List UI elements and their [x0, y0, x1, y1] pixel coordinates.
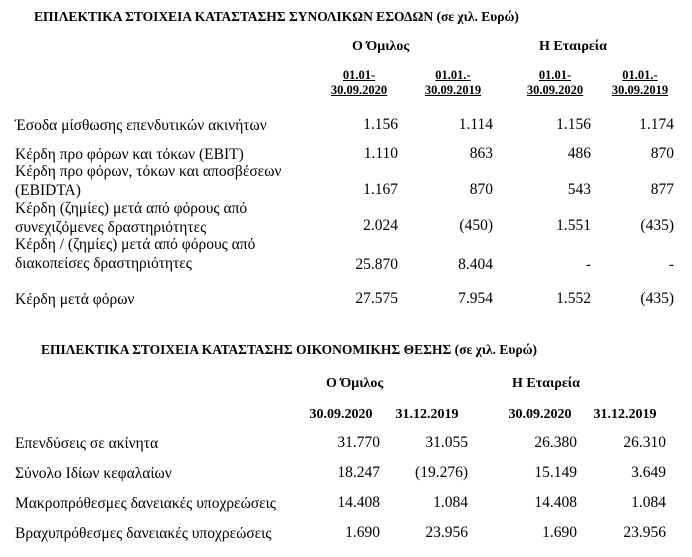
- income-period-header: 01.01- 30.09.2020: [526, 68, 584, 97]
- balance-cell: 31.055: [425, 434, 468, 451]
- balance-cell: 18.247: [337, 464, 380, 481]
- income-cell: 486: [567, 145, 591, 162]
- income-cell: 1.552: [556, 290, 591, 307]
- balance-row-label: Μακροπρόθεσμες δανειακές υποχρεώσεις: [15, 495, 276, 512]
- income-cell: (435): [640, 290, 674, 307]
- balance-row-label: Σύνολο Ιδίων κεφαλαίων: [15, 465, 172, 482]
- income-row-label: Έσοδα μίσθωσης επενδυτικών ακινήτων: [15, 117, 267, 134]
- balance-date-header: 31.12.2019: [395, 407, 459, 422]
- income-cell: 1.156: [363, 116, 398, 133]
- income-title: ΕΠΙΛΕΚΤΙΚΑ ΣΤΟΙΧΕΙΑ ΚΑΤΑΣΤΑΣΗΣ ΣΥΝΟΛΙΚΩΝ ΕΣΟΔΩΝ (σε χιλ. Ευρώ): [34, 9, 519, 24]
- income-cell: 870: [650, 145, 674, 162]
- balance-title: ΕΠΙΛΕΚΤΙΚΑ ΣΤΟΙΧΕΙΑ ΚΑΤΑΣΤΑΣΗΣ ΟΙΚΟΝΟΜΙΚΗΣ ΘΕΣΗΣ (σε χιλ. Ευρώ): [41, 342, 538, 357]
- balance-cell: 23.956: [425, 524, 468, 541]
- balance-cell: 1.084: [631, 494, 666, 511]
- income-cell: 7.954: [458, 290, 493, 307]
- income-cell: 543: [567, 181, 591, 198]
- balance-company-header: Η Εταιρεία: [512, 376, 580, 391]
- income-cell: 25.870: [355, 256, 398, 273]
- balance-row-label: Βραχυπρόθεσμες δανειακές υποχρεώσεις: [15, 525, 272, 542]
- balance-row-label: Επενδύσεις σε ακίνητα: [15, 435, 159, 452]
- income-cell: 2.024: [363, 217, 398, 234]
- income-cell: -: [668, 256, 674, 273]
- income-cell: 1.551: [556, 217, 591, 234]
- income-cell: 1.156: [556, 116, 591, 133]
- balance-cell: 26.310: [623, 434, 666, 451]
- income-cell: (450): [459, 217, 493, 234]
- income-row-label: Κέρδη προ φόρων, τόκων και αποσβέσεων (EBIDTA): [15, 163, 282, 199]
- balance-date-header: 30.09.2020: [508, 407, 572, 422]
- balance-cell: 1.084: [433, 494, 468, 511]
- income-cell: 870: [469, 181, 493, 198]
- income-group-header: Ο Όμιλος: [352, 39, 410, 54]
- balance-cell: 31.770: [337, 434, 380, 451]
- income-row-label: Κέρδη προ φόρων και τόκων (EBIT): [15, 146, 244, 163]
- income-cell: 27.575: [355, 290, 398, 307]
- balance-cell: 23.956: [623, 524, 666, 541]
- balance-cell: 14.408: [337, 494, 380, 511]
- income-cell: 8.404: [458, 256, 493, 273]
- income-row-label: Κέρδη / (ζημίες) μετά από φόρους από διακοπείσες δραστηριότητες: [15, 236, 256, 272]
- balance-cell: 1.690: [542, 524, 577, 541]
- balance-cell: (19.276): [415, 464, 468, 481]
- income-cell: -: [585, 256, 591, 273]
- income-period-header: 01.01.- 30.09.2019: [611, 68, 669, 97]
- income-cell: 863: [469, 145, 493, 162]
- balance-cell: 1.690: [345, 524, 380, 541]
- balance-date-header: 30.09.2020: [309, 407, 373, 422]
- balance-cell: 14.408: [534, 494, 577, 511]
- income-period-header: 01.01.- 30.09.2019: [424, 68, 482, 97]
- income-cell: 1.110: [363, 145, 398, 162]
- balance-cell: 15.149: [534, 464, 577, 481]
- balance-date-header: 31.12.2019: [593, 407, 657, 422]
- income-cell: (435): [640, 217, 674, 234]
- balance-cell: 26.380: [534, 434, 577, 451]
- income-period-header: 01.01- 30.09.2020: [330, 68, 388, 97]
- income-row-label: Κέρδη μετά φόρων: [15, 291, 135, 308]
- income-row-label: Κέρδη (ζημίες) μετά από φόρους από συνεχιζόμενες δραστηριότητες: [15, 200, 248, 236]
- income-cell: 1.174: [639, 116, 674, 133]
- income-cell: 1.114: [458, 116, 493, 133]
- balance-cell: 3.649: [631, 464, 666, 481]
- balance-group-header: Ο Όμιλος: [326, 376, 384, 391]
- income-cell: 1.167: [363, 181, 398, 198]
- income-cell: 877: [650, 181, 674, 198]
- income-company-header: Η Εταιρεία: [539, 39, 607, 54]
